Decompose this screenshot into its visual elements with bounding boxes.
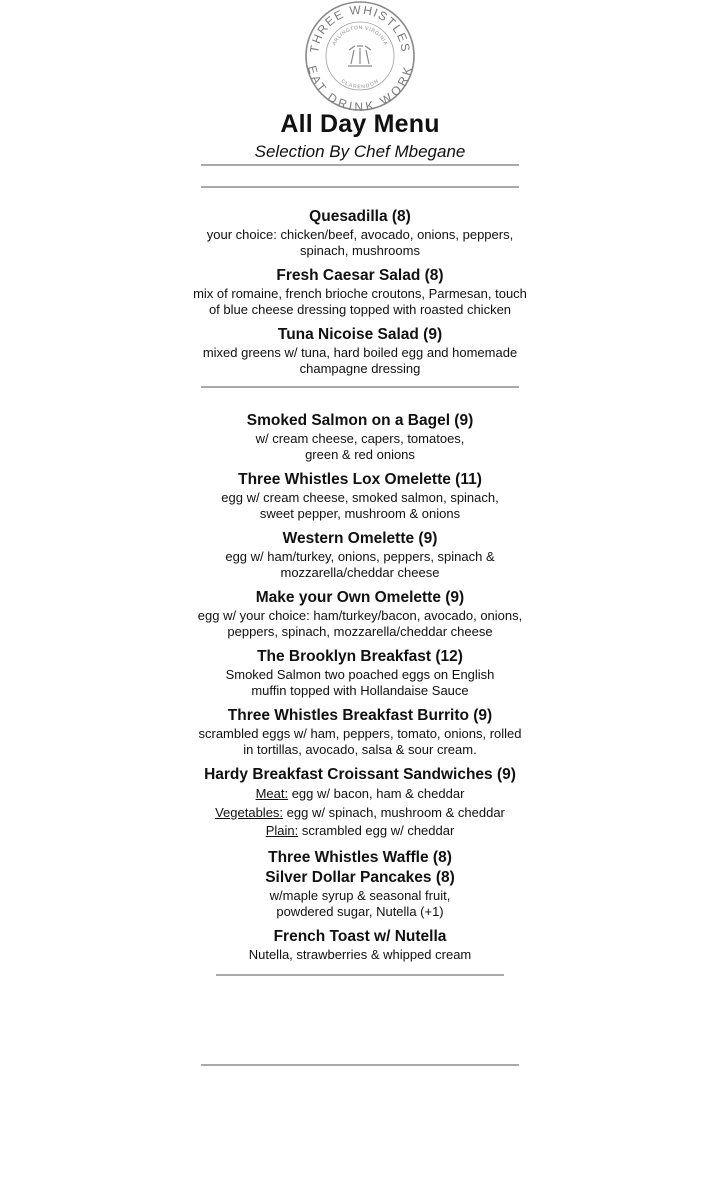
page-title: All Day Menu [280,110,440,138]
logo-ring-bottom: EAT DRINK WORK [304,64,416,112]
menu-item-name: Smoked Salmon on a Bagel (9) [246,412,474,429]
menu-item-name: Hardy Breakfast Croissant Sandwiches (9) [204,766,516,783]
menu-item-name: Silver Dollar Pancakes (8) [265,868,455,886]
menu-item-desc: w/ cream cheese, capers, tomatoes, [255,431,465,446]
menu-item-name: French Toast w/ Nutella [273,927,447,945]
menu-item-desc: peppers, spinach, mozzarella/cheddar cheese [227,624,493,639]
menu-item-desc: muffin topped with Hollandaise Sauce [251,683,469,698]
menu-section-breakfast [0,411,720,963]
divider [201,186,519,188]
croissant-option [0,822,720,841]
menu-item-desc: mixed greens w/ tuna, hard boiled egg and homemade [202,345,518,360]
menu-item-desc: w/maple syrup & seasonal fruit, [269,887,451,903]
menu-item-desc: egg w/ ham/turkey, onions, peppers, spinach & [225,549,495,564]
divider [201,164,519,166]
menu-item-name: The Brooklyn Breakfast (12) [257,648,463,665]
menu-content [0,207,720,970]
whistle-icon [348,46,372,66]
menu-item-desc: champagne dressing [299,361,421,376]
menu-item [0,706,720,758]
menu-item-desc: scrambled eggs w/ ham, peppers, tomato, onions, rolled [198,726,522,741]
menu-item-desc: egg w/ cream cheese, smoked salmon, spinach, [221,490,499,505]
menu-item-name: Three Whistles Lox Omelette (11) [238,471,482,488]
menu-item-desc: Smoked Salmon two poached eggs on English [225,667,495,682]
menu-item [0,207,720,259]
menu-item [0,411,720,463]
menu-item-desc: your choice: chicken/beef, avocado, onions, peppers, [206,227,514,242]
menu-item [0,470,720,522]
option-text: egg w/ spinach, mushroom & cheddar [283,804,505,820]
croissant-option [0,804,720,823]
menu-item [0,266,720,318]
croissant-option [0,785,720,804]
menu-item-desc: mozzarella/cheddar cheese [280,565,440,580]
menu-item-desc: powdered sugar, Nutella (+1) [276,903,444,919]
menu-item [0,647,720,699]
menu-item-desc: egg w/ your choice: ham/turkey/bacon, avocado, onions, [197,608,523,623]
menu-item-desc: in tortillas, avocado, salsa & sour cream. [243,742,477,757]
menu-item-desc: mix of romaine, french brioche croutons, Parmesan, touch [193,286,527,301]
menu-item-desc: Nutella, strawberries & whipped cream [248,946,472,962]
page-subtitle: Selection By Chef Mbegane [254,142,466,161]
option-label: Plain: [265,823,299,838]
menu-item-french-toast [0,927,720,963]
divider [201,1064,519,1066]
divider [216,974,504,976]
menu-item-name: Three Whistles Breakfast Burrito (9) [227,707,493,724]
menu-item-desc: green & red onions [305,447,415,462]
menu-item-name: Tuna Nicoise Salad (9) [277,326,443,343]
logo-inner-top: ARLINGTON VIRGINIA [331,24,389,47]
option-label: Vegetables: [215,804,284,820]
menu-item-name: Western Omelette (9) [282,530,438,547]
menu-item [0,529,720,581]
menu-item-name: Three Whistles Waffle (8) [268,848,452,866]
menu-item-waffle [0,848,720,920]
three-whistles-logo [304,0,416,112]
menu-item-name: Quesadilla (8) [309,208,411,225]
logo-ring-top: THREE WHISTLES [307,2,414,54]
option-label: Meat: [255,786,289,801]
menu-item-name: Fresh Caesar Salad (8) [276,267,444,284]
menu-item [0,325,720,377]
option-text: egg w/ bacon, ham & cheddar [288,786,465,801]
menu-item [0,588,720,640]
svg-text:CLARENDON [340,78,380,90]
menu-item-desc: of blue cheese dressing topped with roasted chicken [208,302,512,317]
option-text: scrambled egg w/ cheddar [298,823,455,838]
section-gap [0,384,720,411]
divider [201,386,519,388]
menu-item-desc: sweet pepper, mushroom & onions [259,506,461,521]
logo-inner-bottom: CLARENDON [339,78,381,91]
menu-item-name: Make your Own Omelette (9) [255,589,465,606]
menu-section-lunch [0,207,720,377]
menu-item-croissant [0,765,720,841]
menu-item-desc: spinach, mushrooms [300,243,420,258]
